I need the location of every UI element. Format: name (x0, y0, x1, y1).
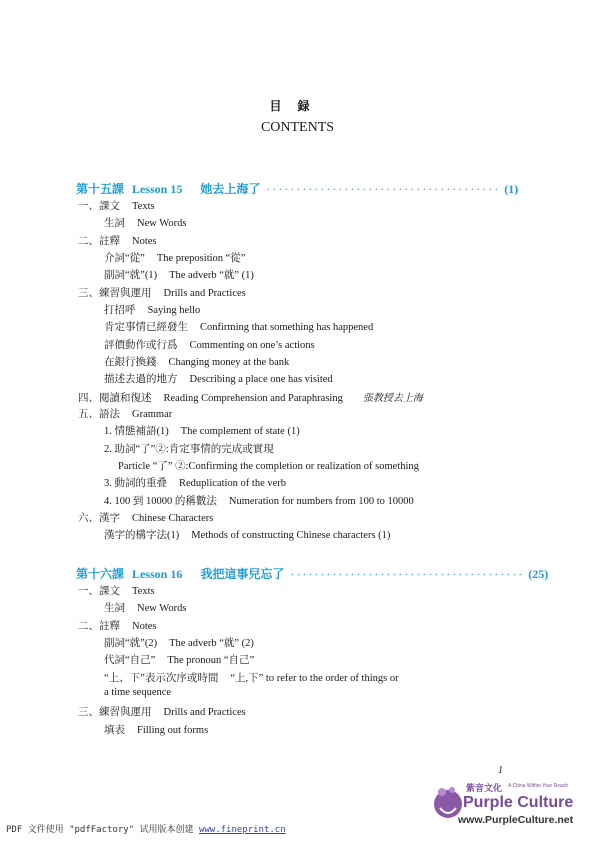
lesson-number-cn: 第十五課 (76, 182, 125, 196)
toc-row[interactable] (104, 215, 186, 230)
toc-row[interactable] (104, 441, 274, 456)
row-cn: 描述去過的地方 (104, 374, 178, 385)
toc-row[interactable] (78, 618, 157, 633)
toc-row[interactable] (78, 583, 155, 598)
row-en: The pronoun “自己” (167, 655, 255, 666)
row-en: The preposition “從” (156, 253, 246, 264)
row-en: Numeration for numbers from 100 to 10000 (228, 496, 414, 507)
logo-tagline: A China Within Your Reach (508, 783, 569, 789)
row-cn: 介詞“從” (104, 253, 145, 264)
lesson-15-heading[interactable] (76, 180, 519, 197)
row-cn: 在銀行換錢 (104, 357, 157, 368)
lesson-number-en: Lesson 16 (132, 567, 183, 581)
lesson-page: (1) (504, 182, 519, 196)
row-en: Chinese Characters (132, 513, 214, 524)
row-cn: 肯定事情已經發生 (104, 322, 188, 333)
row-en: Saying hello (147, 305, 201, 316)
row-cn: 打招呼 (104, 305, 136, 316)
row-cn: 四、閱讀和復述 (78, 393, 152, 404)
row-cn: 2. 助詞“了”②:肯定事情的完成或實現 (104, 444, 274, 455)
toc-row[interactable] (78, 198, 155, 213)
row-cn: 三、練習與運用 (78, 288, 152, 299)
toc-row[interactable] (104, 527, 390, 542)
row-en: The adverb “就” (2) (169, 638, 254, 649)
logo-cn-name: 紫音文化 (466, 783, 503, 793)
row-en: Drills and Practices (163, 288, 246, 299)
row-cn: 六、漢字 (78, 513, 120, 524)
row-en: Notes (132, 236, 157, 247)
row-en: The complement of state (1) (180, 426, 300, 437)
row-en: The adverb “就” (1) (169, 270, 254, 281)
toc-row[interactable] (104, 302, 200, 317)
toc-row[interactable] (104, 371, 333, 386)
row-cn: 評價動作或行爲 (104, 340, 178, 351)
row-cn: “上、下”表示次序或時間 (104, 673, 219, 684)
row-en: Commenting on one’s actions (189, 340, 315, 351)
row-cn: 代詞“自己” (104, 655, 156, 666)
reading-title: 張教授去上海 (362, 393, 423, 404)
row-cn: 副詞“就”(2) (104, 638, 158, 649)
leader-dots: ······································· (290, 567, 525, 581)
row-cn: 4. 100 到 10000 的稱數法 (104, 496, 217, 507)
row-en: Texts (132, 201, 155, 212)
toc-row[interactable] (78, 510, 213, 525)
toc-row[interactable] (118, 458, 419, 473)
lesson-number-en: Lesson 15 (132, 182, 183, 196)
lesson-title: 我把這事兒忘了 (200, 567, 285, 581)
row-en: Notes (132, 621, 157, 632)
row-cn: 五、語法 (78, 409, 120, 420)
row-cn: 填表 (104, 725, 125, 736)
footer-link[interactable]: www.fineprint.cn (198, 825, 286, 835)
row-cn: 一、課文 (78, 586, 120, 597)
row-cn: a time sequence (104, 687, 172, 698)
row-en: Methods of constructing Chinese characters (1) (191, 530, 391, 541)
row-en: Reading Comprehension and Paraphrasing (163, 393, 343, 404)
row-cn: 副詞“就”(1) (104, 270, 158, 281)
row-cn: 1. 情態補語(1) (104, 426, 169, 437)
row-en: Filling out forms (137, 725, 209, 736)
toc-row[interactable] (78, 233, 157, 248)
toc-row[interactable] (78, 389, 423, 405)
row-cn: 二、註釋 (78, 621, 120, 632)
toc-row[interactable] (78, 406, 172, 421)
lesson-16-heading[interactable] (76, 565, 549, 582)
toc-row[interactable] (104, 493, 414, 508)
lesson-page: (25) (528, 567, 549, 581)
toc-row[interactable] (104, 475, 286, 490)
leader-dots: ······································· (266, 182, 501, 196)
toc-row[interactable] (104, 687, 171, 698)
row-cn: 三、練習與運用 (78, 707, 152, 718)
toc-row[interactable] (104, 600, 186, 615)
toc-row[interactable] (104, 319, 373, 334)
lesson-number-cn: 第十六課 (76, 567, 125, 581)
row-en: “上,下” to refer to the order of things or (230, 673, 399, 684)
toc-row[interactable] (104, 267, 254, 282)
row-en: Texts (132, 586, 155, 597)
row-en: New Words (137, 603, 187, 614)
row-en: New Words (137, 218, 187, 229)
toc-row[interactable] (104, 635, 254, 650)
row-en: Reduplication of the verb (179, 478, 287, 489)
toc-title-cn: 目録 (269, 99, 326, 113)
row-cn: 生詞 (104, 218, 125, 229)
toc-row[interactable] (104, 652, 254, 667)
toc-row[interactable] (104, 337, 315, 352)
toc-row[interactable] (104, 670, 399, 685)
row-cn: 一、課文 (78, 201, 120, 212)
toc-row[interactable] (104, 250, 245, 265)
toc-row[interactable] (78, 704, 246, 719)
page-number: 1 (498, 765, 503, 776)
row-cn: 生詞 (104, 603, 125, 614)
row-en: Describing a place one has visited (189, 374, 333, 385)
pdf-footer (6, 822, 286, 835)
toc-row[interactable] (78, 285, 246, 300)
row-en: Changing money at the bank (168, 357, 290, 368)
row-cn: 漢字的構字法(1) (104, 530, 180, 541)
toc-row[interactable] (104, 423, 300, 438)
lesson-title: 她去上海了 (200, 182, 261, 196)
logo-brand: Purple Culture (463, 794, 574, 811)
row-cn: Particle “了” ②:Confirming the completion or realization of something (118, 461, 419, 472)
row-en: Confirming that something has happened (200, 322, 374, 333)
row-en: Grammar (132, 409, 173, 420)
logo-url[interactable]: www.PurpleCulture.net (458, 814, 574, 826)
footer-text: PDF 文件使用 "pdfFactory" 试用版本创建 (6, 825, 199, 835)
toc-row[interactable] (104, 354, 289, 369)
toc-row[interactable] (104, 722, 208, 737)
row-cn: 二、註釋 (78, 236, 120, 247)
row-en: Drills and Practices (163, 707, 246, 718)
toc-title-en: CONTENTS (260, 120, 335, 135)
row-cn: 3. 動詞的重叠 (104, 478, 167, 489)
